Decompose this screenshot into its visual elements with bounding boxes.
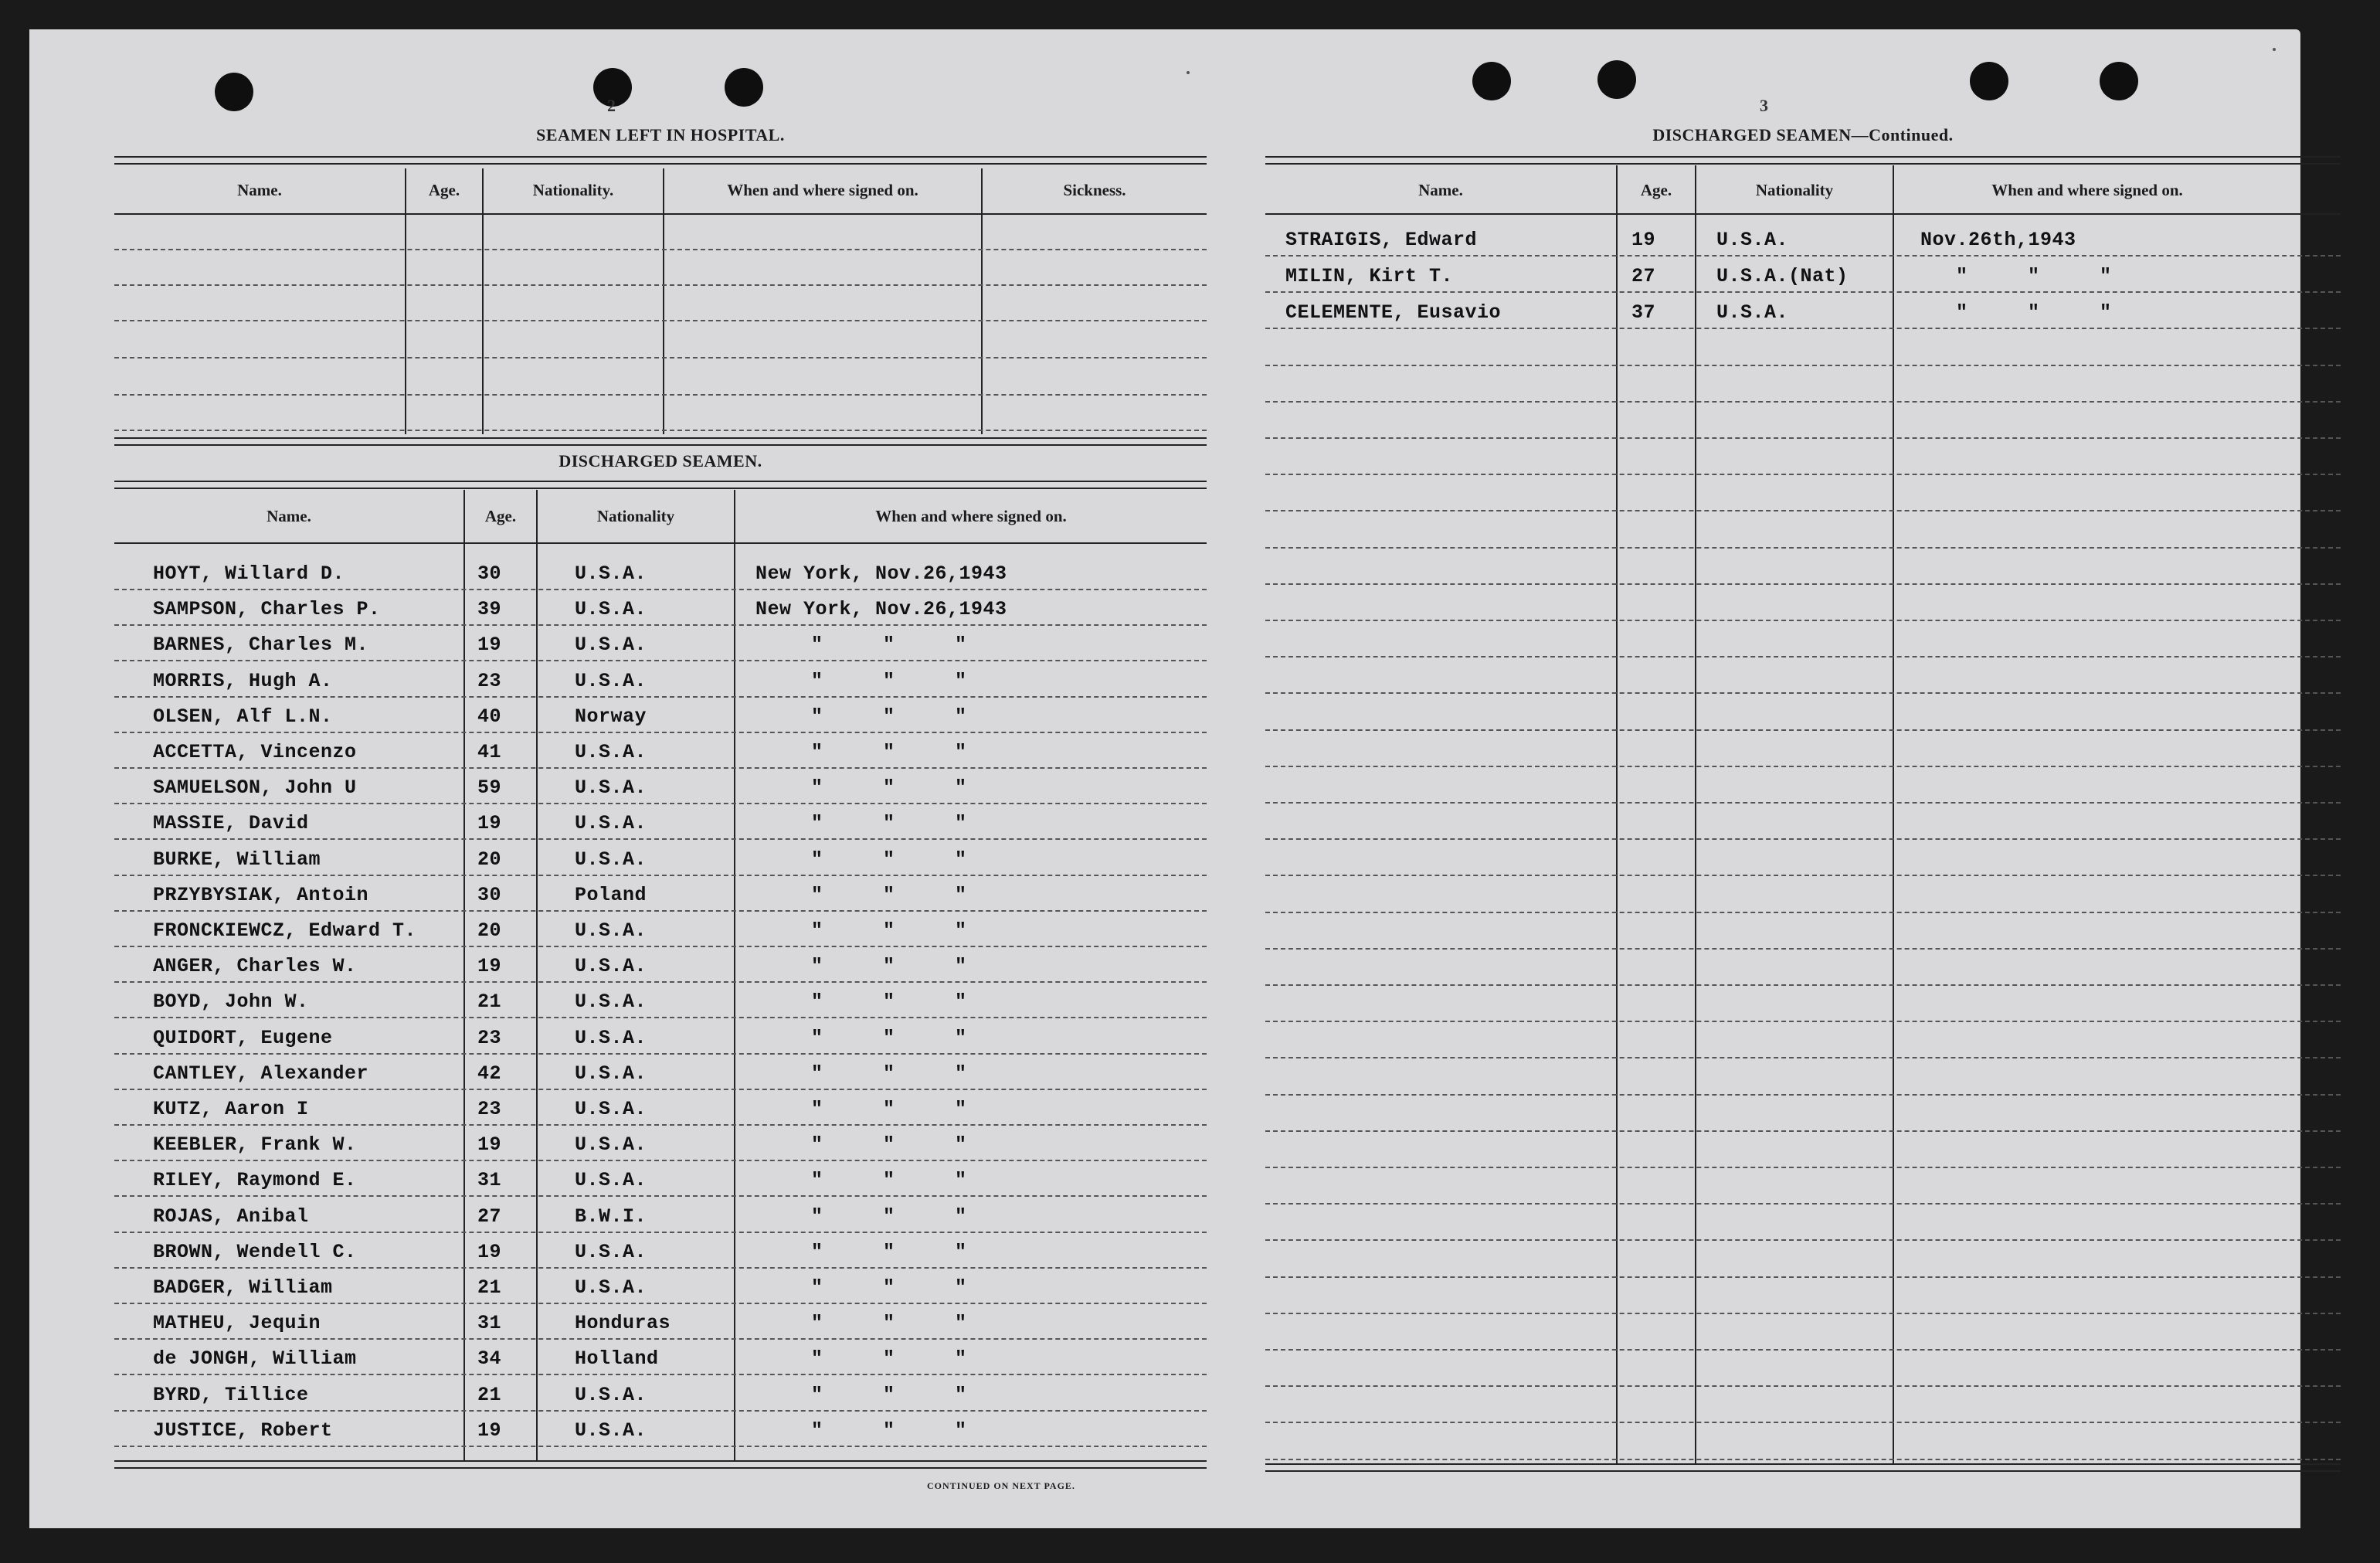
blank-row xyxy=(1265,766,2341,767)
seaman-nationality: B.W.I. xyxy=(575,1205,647,1228)
seaman-age: 19 xyxy=(477,1419,502,1442)
scan-speck xyxy=(1187,71,1190,74)
seaman-name: SAMPSON, Charles P. xyxy=(153,598,381,620)
discharged-header-name: Name. xyxy=(267,507,311,525)
seaman-signed-on: " " " xyxy=(811,1062,967,1085)
punch-hole xyxy=(1970,62,2008,100)
row-rule xyxy=(114,1053,1207,1055)
hospital-header-age: Age. xyxy=(428,181,460,199)
continued-header-name: Name. xyxy=(1418,181,1463,199)
hospital-section-title: SEAMEN LEFT IN HOSPITAL. xyxy=(536,125,785,144)
seaman-name: ACCETTA, Vincenzo xyxy=(153,741,357,763)
seaman-nationality: U.S.A. xyxy=(575,1276,647,1299)
blank-row xyxy=(1265,1313,2341,1314)
hospital-header-nationality: Nationality. xyxy=(532,181,614,199)
seaman-age: 37 xyxy=(1631,301,1656,324)
seaman-nationality: U.S.A. xyxy=(575,1384,647,1406)
seaman-signed-on: " " " xyxy=(811,776,967,799)
seaman-nationality: Poland xyxy=(575,884,647,906)
seaman-signed-on: " " " xyxy=(811,812,967,834)
hospital-header-sickness: Sickness. xyxy=(1063,181,1126,199)
scan-speck xyxy=(2273,48,2276,51)
blank-row xyxy=(1265,1203,2341,1205)
blank-row xyxy=(1265,1130,2341,1132)
seaman-nationality: U.S.A. xyxy=(575,990,647,1013)
blank-row xyxy=(1265,547,2341,549)
discharged-table-top-rule xyxy=(114,481,1207,489)
page-number-right: 3 xyxy=(1760,96,1768,115)
continued-col-divider xyxy=(1893,165,1894,1465)
seaman-age: 30 xyxy=(477,884,502,906)
seaman-age: 20 xyxy=(477,848,502,871)
seaman-signed-on: " " " xyxy=(1956,265,2112,287)
seaman-age: 31 xyxy=(477,1312,502,1334)
row-rule xyxy=(114,767,1207,769)
blank-row xyxy=(1265,1021,2341,1022)
seaman-nationality: U.S.A. xyxy=(575,1419,647,1442)
blank-row xyxy=(1265,802,2341,804)
hospital-blank-row xyxy=(114,320,1207,321)
seaman-nationality: U.S.A. xyxy=(575,741,647,763)
seaman-age: 34 xyxy=(477,1347,502,1370)
row-rule xyxy=(114,1338,1207,1340)
seaman-nationality: U.S.A. xyxy=(575,562,647,585)
seaman-nationality: U.S.A. xyxy=(575,848,647,871)
seaman-signed-on: " " " xyxy=(811,884,967,906)
seaman-nationality: U.S.A. xyxy=(575,812,647,834)
seaman-name: KEEBLER, Frank W. xyxy=(153,1133,357,1156)
seaman-nationality: Honduras xyxy=(575,1312,671,1334)
seaman-age: 19 xyxy=(477,812,502,834)
discharged-col-divider xyxy=(463,490,465,1460)
seaman-signed-on: " " " xyxy=(811,1312,967,1334)
hospital-header-name: Name. xyxy=(237,181,282,199)
seaman-nationality: U.S.A. xyxy=(575,955,647,977)
hospital-blank-row xyxy=(114,249,1207,250)
row-rule xyxy=(114,1446,1207,1447)
continued-header-rule xyxy=(1265,213,2341,215)
seaman-nationality: U.S.A. xyxy=(575,1062,647,1085)
row-rule xyxy=(114,1303,1207,1304)
blank-row xyxy=(1265,1422,2341,1423)
seaman-signed-on: " " " xyxy=(811,705,967,728)
seaman-name: CANTLEY, Alexander xyxy=(153,1062,369,1085)
discharged-col-divider xyxy=(536,490,538,1460)
hospital-header-signed-on: When and where signed on. xyxy=(727,181,918,199)
row-rule xyxy=(114,1195,1207,1197)
blank-row xyxy=(1265,1167,2341,1168)
seaman-age: 41 xyxy=(477,741,502,763)
seaman-age: 21 xyxy=(477,1384,502,1406)
discharged-col-divider xyxy=(734,490,735,1460)
seaman-nationality: U.S.A. xyxy=(575,919,647,942)
seaman-age: 31 xyxy=(477,1169,502,1191)
seaman-nationality: U.S.A. xyxy=(575,598,647,620)
seaman-nationality: U.S.A. xyxy=(575,1133,647,1156)
seaman-signed-on: " " " xyxy=(1956,301,2112,324)
blank-row xyxy=(1265,912,2341,913)
seaman-signed-on: " " " xyxy=(811,1133,967,1156)
row-rule xyxy=(114,910,1207,912)
continued-header-nationality: Nationality xyxy=(1755,181,1834,199)
punch-hole xyxy=(1472,62,1511,100)
punch-hole xyxy=(725,68,763,107)
blank-row xyxy=(1265,729,2341,731)
continued-header-age: Age. xyxy=(1640,181,1672,199)
discharged-section-title: DISCHARGED SEAMEN. xyxy=(559,451,762,471)
blank-row xyxy=(1265,1459,2341,1460)
seaman-nationality: U.S.A. xyxy=(575,670,647,692)
hospital-blank-row xyxy=(114,430,1207,431)
seaman-name: MASSIE, David xyxy=(153,812,309,834)
seaman-signed-on: " " " xyxy=(811,1241,967,1263)
seaman-signed-on: " " " xyxy=(811,955,967,977)
seaman-nationality: U.S.A. xyxy=(575,1027,647,1049)
blank-row xyxy=(1265,583,2341,585)
seaman-name: CELEMENTE, Eusavio xyxy=(1285,301,1502,324)
blank-row xyxy=(1265,948,2341,950)
seaman-age: 19 xyxy=(477,634,502,656)
seaman-age: 27 xyxy=(1631,265,1656,287)
row-rule xyxy=(114,1160,1207,1161)
seaman-name: de JONGH, William xyxy=(153,1347,357,1370)
seaman-signed-on: New York, Nov.26,1943 xyxy=(755,562,1007,585)
blank-row xyxy=(1265,365,2341,366)
seaman-age: 23 xyxy=(477,670,502,692)
hospital-header-rule xyxy=(114,213,1207,215)
seaman-age: 21 xyxy=(477,990,502,1013)
blank-row xyxy=(1265,838,2341,840)
seaman-name: MATHEU, Jequin xyxy=(153,1312,321,1334)
seaman-age: 20 xyxy=(477,919,502,942)
row-rule xyxy=(114,660,1207,661)
continued-table-top-rule xyxy=(1265,156,2341,165)
seaman-age: 39 xyxy=(477,598,502,620)
page-number-left: 2 xyxy=(607,96,616,115)
seaman-nationality: U.S.A. xyxy=(575,1098,647,1120)
continued-note: CONTINUED ON NEXT PAGE. xyxy=(927,1480,1075,1491)
seaman-name: BROWN, Wendell C. xyxy=(153,1241,357,1263)
row-rule xyxy=(114,1267,1207,1269)
seaman-name: ANGER, Charles W. xyxy=(153,955,357,977)
seaman-age: 59 xyxy=(477,776,502,799)
row-rule xyxy=(114,624,1207,626)
seaman-name: QUIDORT, Eugene xyxy=(153,1027,333,1049)
seaman-name: STRAIGIS, Edward xyxy=(1285,229,1478,251)
hospital-blank-row xyxy=(114,284,1207,286)
seaman-name: BURKE, William xyxy=(153,848,321,871)
blank-row xyxy=(1265,1349,2341,1351)
seaman-age: 23 xyxy=(477,1098,502,1120)
blank-row xyxy=(1265,692,2341,694)
seaman-age: 19 xyxy=(477,955,502,977)
seaman-age: 30 xyxy=(477,562,502,585)
seaman-name: ROJAS, Anibal xyxy=(153,1205,309,1228)
seaman-name: FRONCKIEWCZ, Edward T. xyxy=(153,919,417,942)
seaman-age: 19 xyxy=(1631,229,1656,251)
seaman-nationality: U.S.A. xyxy=(1716,229,1789,251)
blank-row xyxy=(1265,984,2341,986)
seaman-nationality: U.S.A. xyxy=(1716,301,1789,324)
blank-row xyxy=(1265,1239,2341,1241)
punch-hole xyxy=(215,73,253,111)
seaman-signed-on: " " " xyxy=(811,919,967,942)
seaman-name: OLSEN, Alf L.N. xyxy=(153,705,333,728)
discharged-header-nationality: Nationality xyxy=(596,507,675,525)
row-rule xyxy=(114,946,1207,947)
blank-row xyxy=(1265,656,2341,657)
seaman-name: BYRD, Tillice xyxy=(153,1384,309,1406)
discharged-table-bottom-rule xyxy=(114,1460,1207,1469)
record-sheet xyxy=(29,29,2300,1528)
row-rule xyxy=(114,1017,1207,1018)
seaman-signed-on: " " " xyxy=(811,741,967,763)
seaman-name: RILEY, Raymond E. xyxy=(153,1169,357,1191)
row-rule xyxy=(1265,291,2341,293)
blank-row xyxy=(1265,401,2341,403)
hospital-table-top-rule xyxy=(114,156,1207,165)
continued-header-signed-on: When and where signed on. xyxy=(1991,181,2183,199)
seaman-signed-on: " " " xyxy=(811,1169,967,1191)
seaman-name: MORRIS, Hugh A. xyxy=(153,670,333,692)
seaman-nationality: Norway xyxy=(575,705,647,728)
row-rule xyxy=(1265,328,2341,329)
discharged-header-rule xyxy=(114,542,1207,544)
blank-row xyxy=(1265,620,2341,621)
seaman-name: BARNES, Charles M. xyxy=(153,634,369,656)
blank-row xyxy=(1265,474,2341,475)
seaman-name: JUSTICE, Robert xyxy=(153,1419,333,1442)
discharged-header-age: Age. xyxy=(484,507,517,525)
seaman-age: 27 xyxy=(477,1205,502,1228)
seaman-name: MILIN, Kirt T. xyxy=(1285,265,1454,287)
blank-row xyxy=(1265,437,2341,439)
blank-row xyxy=(1265,1094,2341,1096)
row-rule xyxy=(114,1374,1207,1375)
row-rule xyxy=(114,838,1207,840)
seaman-nationality: U.S.A. xyxy=(575,634,647,656)
hospital-blank-row xyxy=(114,357,1207,358)
seaman-age: 19 xyxy=(477,1241,502,1263)
row-rule xyxy=(114,1410,1207,1412)
blank-row xyxy=(1265,875,2341,876)
discharged-continued-title: DISCHARGED SEAMEN—Continued. xyxy=(1652,125,1954,144)
row-rule xyxy=(114,1124,1207,1126)
seaman-signed-on: " " " xyxy=(811,1098,967,1120)
seaman-age: 23 xyxy=(477,1027,502,1049)
seaman-name: BOYD, John W. xyxy=(153,990,309,1013)
seaman-signed-on: " " " xyxy=(811,1027,967,1049)
seaman-name: BADGER, William xyxy=(153,1276,333,1299)
seaman-signed-on: " " " xyxy=(811,670,967,692)
seaman-name: HOYT, Willard D. xyxy=(153,562,345,585)
seaman-name: SAMUELSON, John U xyxy=(153,776,357,799)
seaman-nationality: U.S.A. xyxy=(575,1169,647,1191)
discharged-header-signed-on: When and where signed on. xyxy=(875,507,1067,525)
seaman-signed-on: " " " xyxy=(811,1276,967,1299)
continued-table-bottom-rule xyxy=(1265,1463,2341,1472)
seaman-signed-on: " " " xyxy=(811,1347,967,1370)
row-rule xyxy=(114,803,1207,804)
row-rule xyxy=(1265,255,2341,257)
seaman-nationality: U.S.A. xyxy=(575,1241,647,1263)
row-rule xyxy=(114,1232,1207,1233)
continued-col-divider xyxy=(1616,165,1618,1465)
seaman-nationality: Holland xyxy=(575,1347,659,1370)
seaman-signed-on: " " " xyxy=(811,634,967,656)
seaman-signed-on: " " " xyxy=(811,1419,967,1442)
seaman-name: KUTZ, Aaron I xyxy=(153,1098,309,1120)
blank-row xyxy=(1265,510,2341,511)
continued-col-divider xyxy=(1695,165,1696,1465)
blank-row xyxy=(1265,1057,2341,1058)
punch-hole xyxy=(2100,62,2138,100)
seaman-signed-on: " " " xyxy=(811,1384,967,1406)
hospital-blank-row xyxy=(114,394,1207,396)
row-rule xyxy=(114,1089,1207,1090)
seaman-signed-on: " " " xyxy=(811,1205,967,1228)
seaman-age: 42 xyxy=(477,1062,502,1085)
row-rule xyxy=(114,589,1207,590)
blank-row xyxy=(1265,1276,2341,1278)
punch-hole xyxy=(1597,60,1636,99)
row-rule xyxy=(114,981,1207,983)
hospital-table-bottom-rule xyxy=(114,437,1207,446)
seaman-age: 21 xyxy=(477,1276,502,1299)
seaman-signed-on: " " " xyxy=(811,848,967,871)
seaman-age: 19 xyxy=(477,1133,502,1156)
seaman-age: 40 xyxy=(477,705,502,728)
seaman-signed-on: " " " xyxy=(811,990,967,1013)
row-rule xyxy=(114,696,1207,698)
seaman-nationality: U.S.A.(Nat) xyxy=(1716,265,1849,287)
seaman-signed-on: Nov.26th,1943 xyxy=(1920,229,2076,251)
seaman-signed-on: New York, Nov.26,1943 xyxy=(755,598,1007,620)
blank-row xyxy=(1265,1385,2341,1387)
seaman-name: PRZYBYSIAK, Antoin xyxy=(153,884,369,906)
row-rule xyxy=(114,732,1207,733)
seaman-nationality: U.S.A. xyxy=(575,776,647,799)
row-rule xyxy=(114,875,1207,876)
